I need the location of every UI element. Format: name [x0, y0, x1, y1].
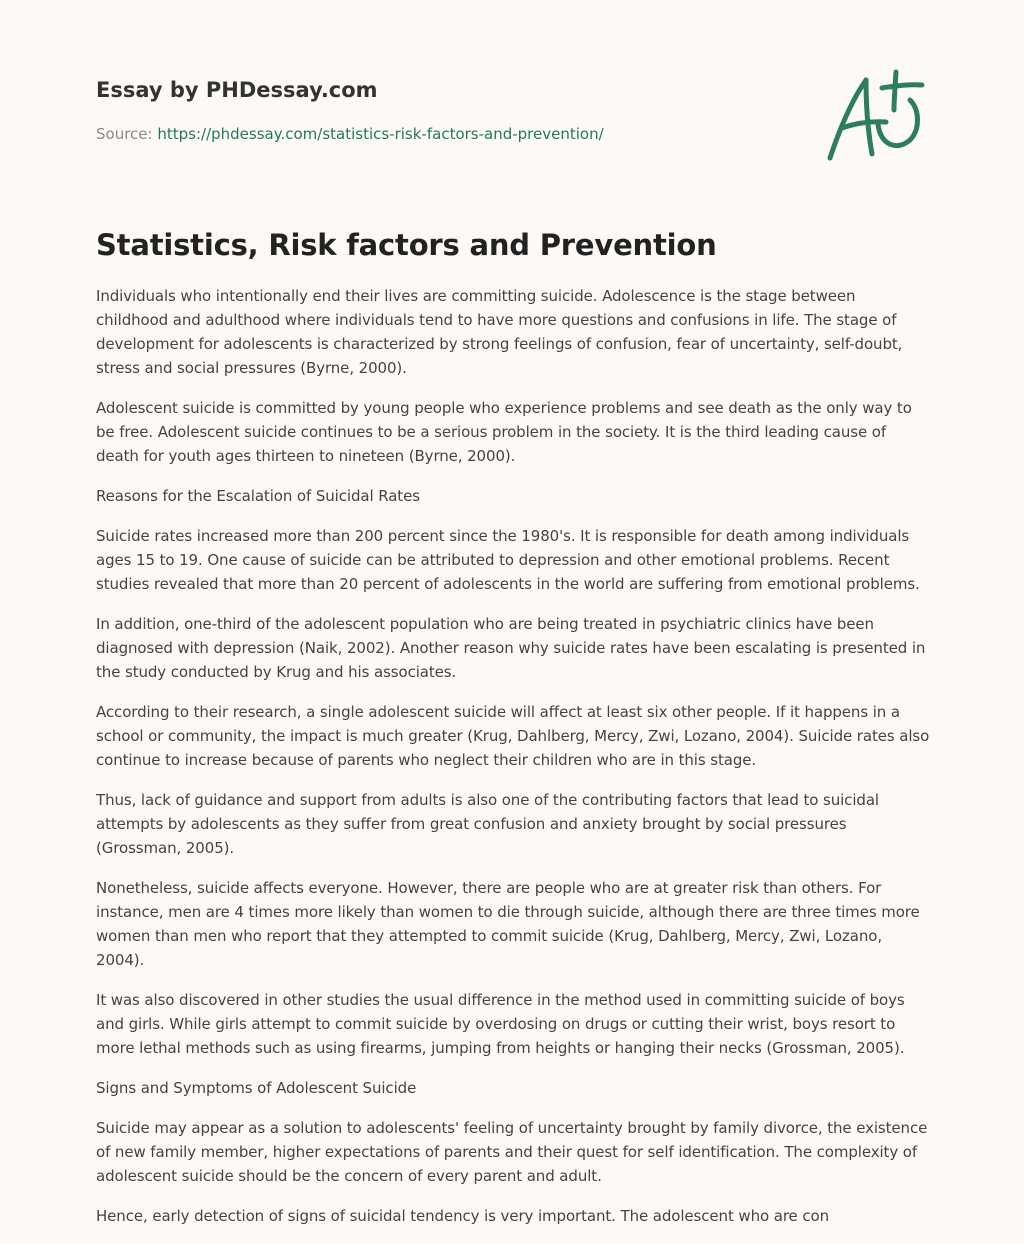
a-plus-logo-icon: [822, 66, 928, 166]
a-plus-logo: [822, 66, 928, 166]
paragraph: In addition, one-third of the adolescent population who are being treated in psychiatric clinics have been diagnosed with depression (Naik, 2002). Another reason why suicide rates have been escalating is presented in the study conducted by Krug and his associates.: [96, 615, 926, 681]
source-label: Source:: [96, 125, 153, 143]
section-heading: Signs and Symptoms of Adolescent Suicide: [96, 1079, 417, 1097]
source-line: [96, 124, 604, 144]
essay-title: Statistics, Risk factors and Prevention: [96, 228, 717, 262]
paragraph: Individuals who intentionally end their lives are committing suicide. Adolescence is the stage between childhood and adulthood where individuals tend to have more questions and confusions in life. The stage of development for adolescents is characterized by strong feelings of confusion, fear of uncertainty, self-doubt, stress and social pressures (Byrne, 2000).: [96, 287, 903, 377]
paragraph: Adolescent suicide is committed by young people who experience problems and see death as the only way to be free. Adolescent suicide continues to be a serious problem in the society. It is the third leading cause of death for youth ages thirteen to nineteen (Byrne, 2000).: [96, 399, 912, 465]
site-title: Essay by PHDessay.com: [96, 78, 378, 102]
paragraph: Suicide rates increased more than 200 percent since the 1980's. It is responsible for death among individuals ages 15 to 19. One cause of suicide can be attributed to depression and other emotional problems. Recent studies revealed that more than 20 percent of adolescents in the world are suffering from emotional problems.: [96, 527, 920, 593]
paragraph: Suicide may appear as a solution to adolescents' feeling of uncertainty brought by family divorce, the existence of new family member, higher expectations of parents and their quest for self identification. The complexity of adolescent suicide should be the concern of every parent and adult.: [96, 1119, 928, 1185]
paragraph: It was also discovered in other studies the usual difference in the method used in committing suicide of boys and girls. While girls attempt to commit suicide by overdosing on drugs or cutting their wrist, boys resort to more lethal methods such as using firearms, jumping from heights or hanging their necks (Grossman, 2005).: [96, 991, 905, 1057]
paragraph: Hence, early detection of signs of suicidal tendency is very important. The adolescent who are con: [96, 1207, 829, 1225]
paragraph: According to their research, a single adolescent suicide will affect at least six other people. If it happens in a school or community, the impact is much greater (Krug, Dahlberg, Mercy, Zwi, Lozano, 2004). Suicide rates also continue to increase because of parents who neglect their children who are in this stage.: [96, 703, 930, 769]
paragraph: Nonetheless, suicide affects everyone. However, there are people who are at greater risk than others. For instance, men are 4 times more likely than women to die through suicide, although there are three times more women than men who report that they attempted to commit suicide (Krug, Dahlberg, Mercy, Zwi, Lozano, 2004).: [96, 879, 920, 969]
section-heading: Reasons for the Escalation of Suicidal Rates: [96, 487, 420, 505]
essay-body: [96, 284, 932, 1244]
paragraph: Thus, lack of guidance and support from adults is also one of the contributing factors that lead to suicidal attempts by adolescents as they suffer from great confusion and anxiety brought by social pressures (Grossman, 2005).: [96, 791, 879, 857]
source-link[interactable]: https://phdessay.com/statistics-risk-factors-and-prevention/: [157, 125, 604, 143]
